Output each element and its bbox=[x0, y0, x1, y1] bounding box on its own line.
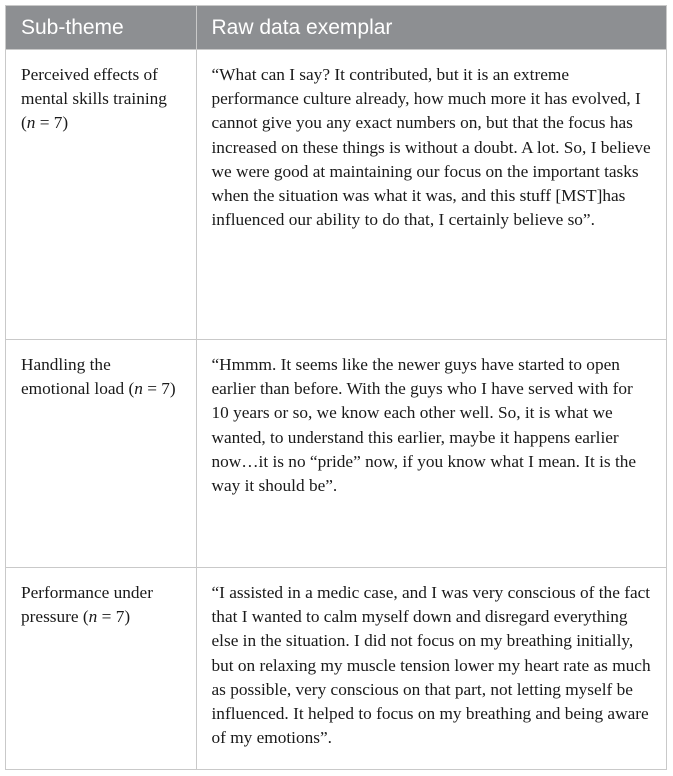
table-row bbox=[6, 50, 666, 340]
subtheme-label: Perceived effects of mental skills training ( bbox=[21, 65, 167, 133]
header-row bbox=[6, 6, 666, 50]
subtheme-table bbox=[5, 5, 667, 770]
subtheme-label: Handling the emotional load ( bbox=[21, 355, 135, 399]
subtheme-cell bbox=[6, 50, 196, 340]
subtheme-label: Performance under pressure ( bbox=[21, 583, 153, 627]
table-row bbox=[6, 568, 666, 770]
n-value: = 7) bbox=[142, 379, 176, 399]
n-value: = 7) bbox=[97, 607, 131, 627]
table bbox=[6, 6, 666, 769]
subtheme-cell bbox=[6, 340, 196, 568]
exemplar-cell: “I assisted in a medic case, and I was very conscious of the fact that I wanted to calm myself down and disregard everything else in the situation. I did not focus on my breathing initially, but on relaxing my muscle tension lower my heart rate as much as possible, very conscious on that part, not letting myself be influenced. It helped to focus on my breathing and being aware of my emotions”. bbox=[196, 568, 666, 770]
n-value: = 7) bbox=[35, 113, 69, 133]
n-variable: n bbox=[88, 607, 98, 627]
header-subtheme: Sub-theme bbox=[6, 6, 196, 50]
header-raw-data-exemplar: Raw data exemplar bbox=[196, 6, 666, 50]
n-variable: n bbox=[134, 379, 143, 399]
exemplar-cell: “Hmmm. It seems like the newer guys have started to open earlier than before. With the guys who I have served with for 10 years or so, we know each other well. So, it is what we wanted, to understand this earlier, maybe it happens earlier now…it is no “pride” now, if you know what I mean. It is the way it should be”. bbox=[196, 340, 666, 568]
subtheme-cell bbox=[6, 568, 196, 770]
table-row bbox=[6, 340, 666, 568]
exemplar-cell: “What can I say? It contributed, but it is an extreme performance culture already, how much more it has evolved, I cannot give you any exact numbers on, but that the focus has increased on these things is without a doubt. A lot. So, I believe we were good at maintaining our focus on the important tasks when the situation was what it was, and this stuff [MST]has influenced our ability to do that, I certainly believe so”. bbox=[196, 50, 666, 340]
n-variable: n bbox=[26, 113, 36, 133]
